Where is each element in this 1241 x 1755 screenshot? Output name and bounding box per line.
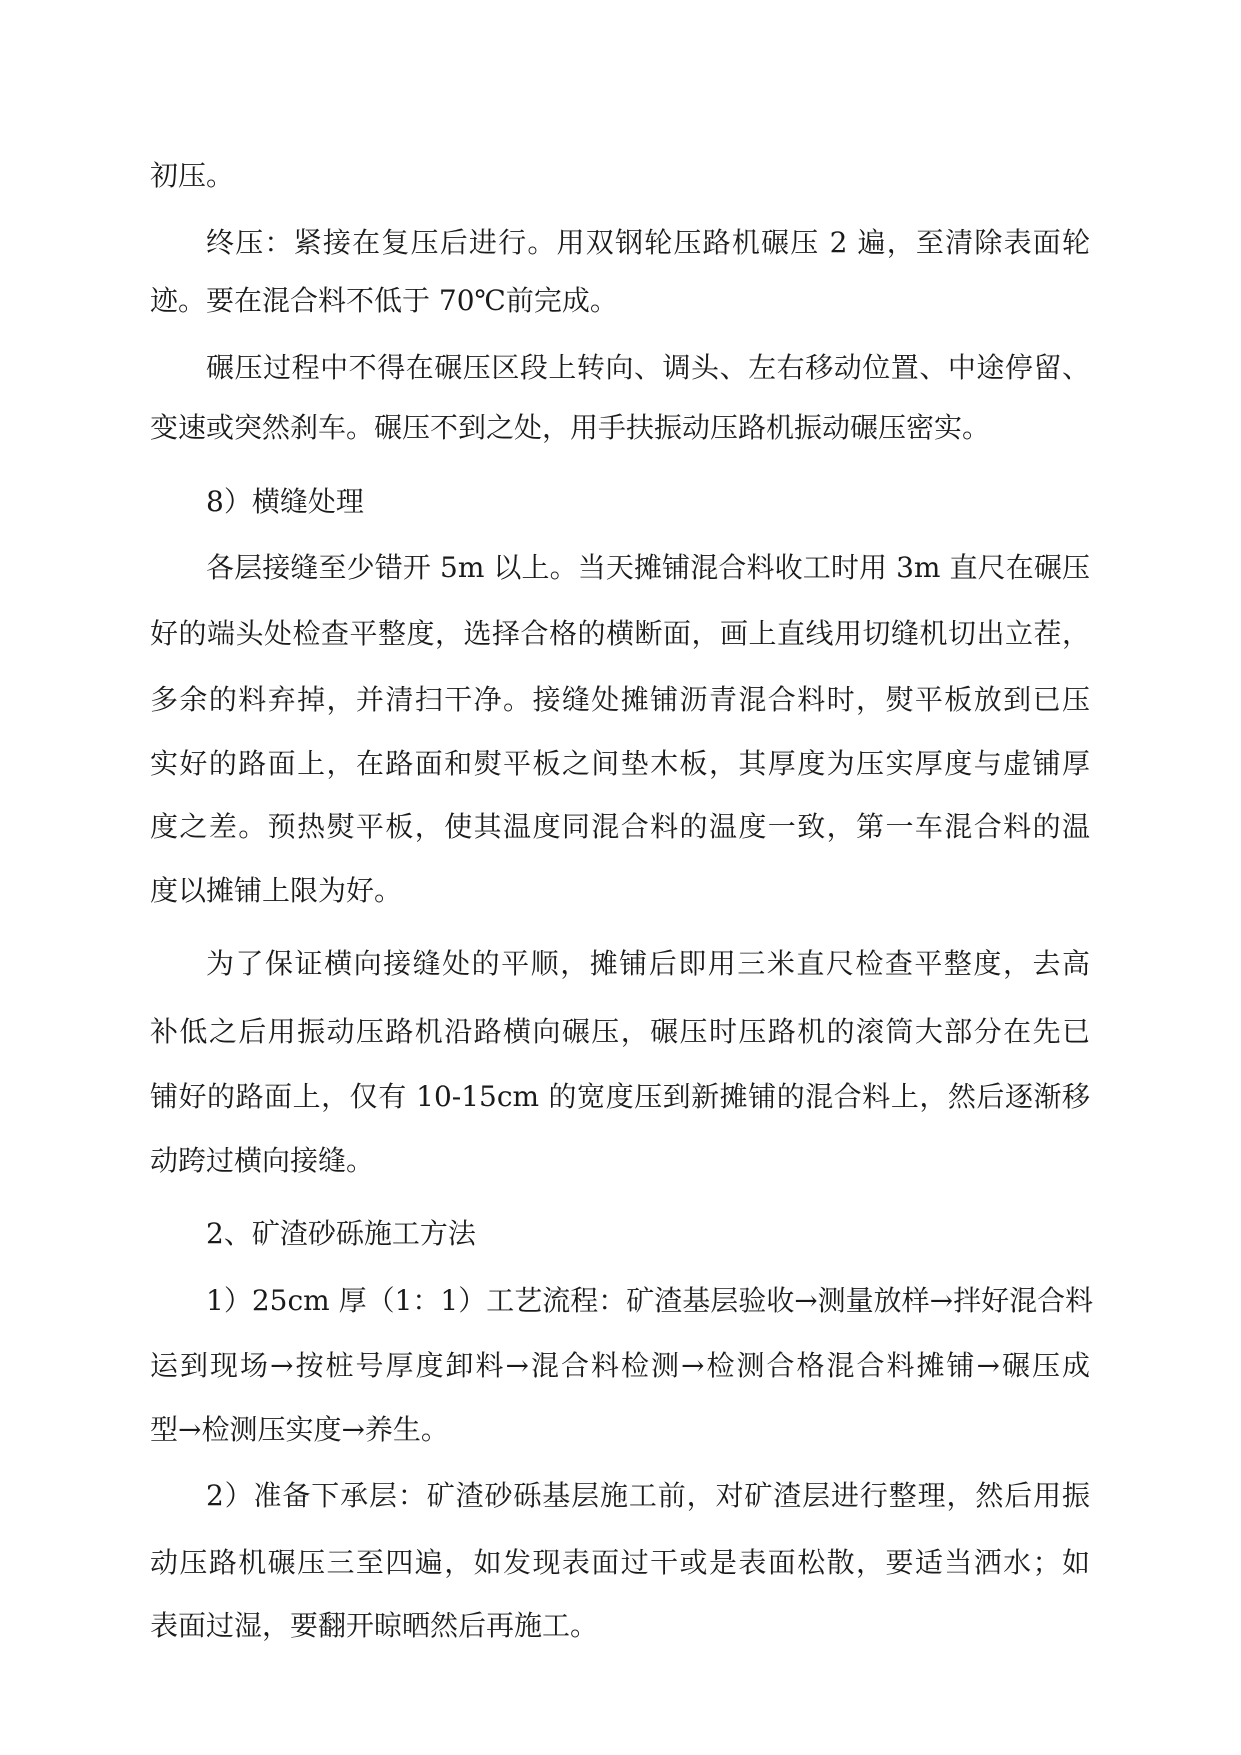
text-line: 初压。 xyxy=(150,159,235,192)
section-heading: 2、矿渣砂砾施工方法 xyxy=(206,1217,476,1250)
text-line: 度之差。预热熨平板，使其温度同混合料的温度一致，第一车混合料的温 xyxy=(150,810,1090,843)
text-line: 实好的路面上，在路面和熨平板之间垫木板，其厚度为压实厚度与虚铺厚 xyxy=(150,747,1090,780)
text-line: 变速或突然刹车。碾压不到之处，用手扶振动压路机振动碾压密实。 xyxy=(150,411,991,444)
text-line: 为了保证横向接缝处的平顺，摊铺后即用三米直尺检查平整度，去高 xyxy=(206,947,1090,980)
text-line: 多余的料弃掉，并清扫干净。接缝处摊铺沥青混合料时，熨平板放到已压 xyxy=(150,683,1090,716)
text-line: 碾压过程中不得在碾压区段上转向、调头、左右移动位置、中途停留、 xyxy=(206,351,1090,384)
text-line: 终压：紧接在复压后进行。用双钢轮压路机碾压 2 遍，至清除表面轮 xyxy=(206,226,1090,259)
text-line: 型→检测压实度→养生。 xyxy=(150,1413,449,1446)
text-line: 铺好的路面上，仅有 10-15cm 的宽度压到新摊铺的混合料上，然后逐渐移 xyxy=(150,1080,1090,1113)
text-line: 补低之后用振动压路机沿路横向碾压，碾压时压路机的滚筒大部分在先已 xyxy=(150,1015,1090,1048)
text-line: 表面过湿，要翻开晾晒然后再施工。 xyxy=(150,1609,599,1642)
text-line: 动跨过横向接缝。 xyxy=(150,1144,375,1177)
text-line: 运到现场→按桩号厚度卸料→混合料检测→检测合格混合料摊铺→碾压成 xyxy=(150,1349,1090,1382)
text-line: 度以摊铺上限为好。 xyxy=(150,874,403,907)
text-line: 动压路机碾压三至四遍，如发现表面过干或是表面松散，要适当洒水；如 xyxy=(150,1546,1090,1579)
text-line: 好的端头处检查平整度，选择合格的横断面，画上直线用切缝机切出立茬， xyxy=(150,617,1090,650)
text-line: 2）准备下承层：矿渣砂砾基层施工前，对矿渣层进行整理，然后用振 xyxy=(206,1479,1090,1512)
text-line: 迹。要在混合料不低于 70℃前完成。 xyxy=(150,284,618,317)
section-heading: 8）横缝处理 xyxy=(206,485,364,518)
text-line: 1）25cm 厚（1：1）工艺流程：矿渣基层验收→测量放样→拌好混合料 xyxy=(206,1284,1094,1317)
text-line: 各层接缝至少错开 5m 以上。当天摊铺混合料收工时用 3m 直尺在碾压 xyxy=(206,551,1090,584)
